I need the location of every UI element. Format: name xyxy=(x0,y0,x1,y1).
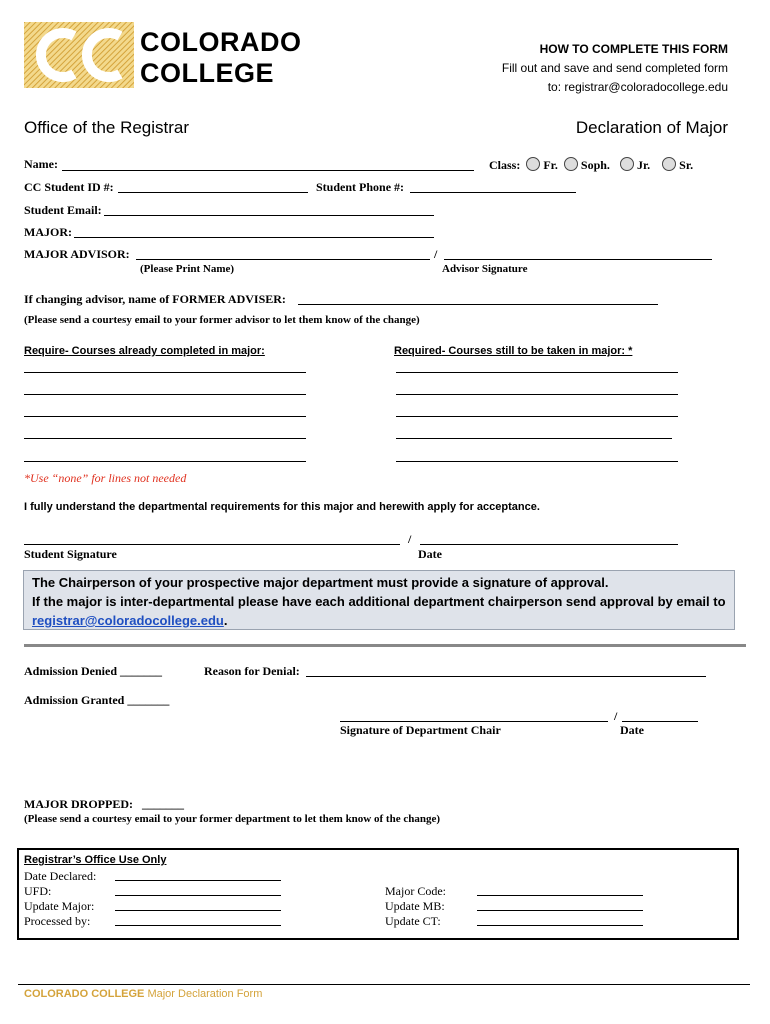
student-date-caption: Date xyxy=(418,547,442,561)
class-fr-radio[interactable] xyxy=(526,157,540,171)
major-label: MAJOR: xyxy=(24,225,72,239)
major-code-field[interactable] xyxy=(477,895,643,896)
student-phone-label: Student Phone #: xyxy=(316,180,405,194)
print-name-caption: (Please Print Name) xyxy=(140,263,235,275)
courtesy-department-note: (Please send a courtesy email to your former department to let them know of the change) xyxy=(24,813,440,825)
student-id-label: CC Student ID #: xyxy=(24,180,114,194)
signature-slash: / xyxy=(408,532,412,546)
ufd-field[interactable] xyxy=(115,895,281,896)
footer-brand: COLORADO COLLEGE xyxy=(24,988,145,1000)
chair-signature-caption: Signature of Department Chair xyxy=(340,723,501,737)
cc-logo-mark xyxy=(24,22,134,88)
advisor-slash: / xyxy=(434,247,438,261)
completed-course-line[interactable] xyxy=(24,461,306,462)
completed-course-line[interactable] xyxy=(24,394,306,395)
registrar-email-link[interactable]: registrar@coloradocollege.edu xyxy=(32,613,224,628)
acceptance-statement: I fully understand the departmental requirements for this major and herewith apply for acceptance. xyxy=(24,501,540,513)
update-major-field[interactable] xyxy=(115,910,281,911)
class-label: Class: xyxy=(489,158,521,172)
footer-form-name: Major Declaration Form xyxy=(144,988,263,1000)
advisor-name-field[interactable] xyxy=(136,259,430,260)
date-declared-field[interactable] xyxy=(115,880,281,881)
notice-line3 xyxy=(32,611,726,630)
class-soph-radio[interactable] xyxy=(564,157,578,171)
footer-text xyxy=(24,988,262,1000)
class-soph-label: Soph. xyxy=(580,158,610,172)
how-to-line1: Fill out and save and send completed form xyxy=(501,61,728,75)
student-signature-field[interactable] xyxy=(24,544,400,545)
completed-course-line[interactable] xyxy=(24,416,306,417)
office-use-box xyxy=(17,848,739,940)
major-field[interactable] xyxy=(74,237,434,238)
footer-divider xyxy=(18,984,750,985)
admission-granted-label: Admission Granted _______ xyxy=(24,693,170,707)
major-advisor-label: MAJOR ADVISOR: xyxy=(24,247,130,261)
office-use-title: Registrar’s Office Use Only xyxy=(24,854,167,866)
how-to-block xyxy=(502,40,728,97)
student-phone-field[interactable] xyxy=(410,192,576,193)
student-email-field[interactable] xyxy=(104,215,434,216)
completed-course-line[interactable] xyxy=(24,438,306,439)
chair-date-caption: Date xyxy=(620,723,644,737)
advisor-signature-field[interactable] xyxy=(444,259,712,260)
former-adviser-label: If changing advisor, name of FORMER ADVISER: xyxy=(24,292,286,306)
processed-by-field[interactable] xyxy=(115,925,281,926)
student-email-label: Student Email: xyxy=(24,203,102,217)
how-to-line2: to: registrar@coloradocollege.edu xyxy=(547,80,728,94)
completed-course-line[interactable] xyxy=(24,372,306,373)
form-title: Declaration of Major xyxy=(575,118,728,137)
reason-for-denial-label: Reason for Denial: xyxy=(204,664,300,678)
update-ct-field[interactable] xyxy=(477,925,643,926)
class-jr-label: Jr. xyxy=(636,158,651,172)
update-mb-label: Update MB: xyxy=(385,899,445,913)
notice-line1: The Chairperson of your prospective major department must provide a signature of approval. xyxy=(32,575,609,590)
class-group xyxy=(489,157,693,173)
logo-text-colorado: COLORADO xyxy=(140,27,302,57)
section-divider xyxy=(24,644,746,647)
chairperson-notice xyxy=(23,570,735,630)
former-adviser-field[interactable] xyxy=(298,304,658,305)
student-date-field[interactable] xyxy=(420,544,678,545)
class-jr-radio[interactable] xyxy=(620,157,634,171)
major-code-label: Major Code: xyxy=(385,884,446,898)
name-label: Name: xyxy=(24,157,58,171)
remaining-course-line[interactable] xyxy=(396,372,678,373)
remaining-prefix: Required xyxy=(394,345,442,357)
major-dropped-field[interactable]: _______ xyxy=(141,797,184,811)
class-fr-label: Fr. xyxy=(543,158,558,172)
class-sr-radio[interactable] xyxy=(662,157,676,171)
date-declared-label: Date Declared: xyxy=(24,869,97,883)
reason-for-denial-field[interactable] xyxy=(306,676,706,677)
notice-period: . xyxy=(223,613,228,628)
remaining-course-line[interactable] xyxy=(396,461,678,462)
remaining-course-line[interactable] xyxy=(396,438,672,439)
completed-courses-header: Require- Courses already completed in major: xyxy=(24,345,265,357)
chair-date-field[interactable] xyxy=(622,721,698,722)
college-logo xyxy=(24,22,324,88)
how-to-title: HOW TO COMPLETE THIS FORM xyxy=(539,42,728,56)
logo-text-college: COLLEGE xyxy=(140,58,275,88)
admission-denied-label: Admission Denied _______ xyxy=(24,664,163,678)
chair-signature-field[interactable] xyxy=(340,721,608,722)
courtesy-advisor-note: (Please send a courtesy email to your former advisor to let them know of the change) xyxy=(24,314,420,326)
remaining-courses-header xyxy=(394,345,632,357)
advisor-signature-caption: Advisor Signature xyxy=(442,263,528,275)
remaining-course-line[interactable] xyxy=(396,394,678,395)
office-title: Office of the Registrar xyxy=(24,118,190,137)
class-sr-label: Sr. xyxy=(679,158,694,172)
remaining-course-line[interactable] xyxy=(396,416,678,417)
ufd-label: UFD: xyxy=(24,884,52,898)
chair-slash: / xyxy=(614,709,618,723)
remaining-header-text: - Courses still to be taken in major: * xyxy=(441,345,633,357)
update-major-label: Update Major: xyxy=(24,899,95,913)
major-dropped-label: MAJOR DROPPED: xyxy=(24,797,133,811)
student-signature-caption: Student Signature xyxy=(24,547,117,561)
processed-by-label: Processed by: xyxy=(24,914,91,928)
name-field[interactable] xyxy=(62,170,474,171)
notice-line2: If the major is inter-departmental please have each additional department chairperson send approval by email to xyxy=(32,594,726,609)
student-id-field[interactable] xyxy=(118,192,308,193)
update-ct-label: Update CT: xyxy=(385,914,441,928)
major-dropped-group xyxy=(24,797,184,812)
none-note: *Use “none” for lines not needed xyxy=(24,471,187,485)
update-mb-field[interactable] xyxy=(477,910,643,911)
